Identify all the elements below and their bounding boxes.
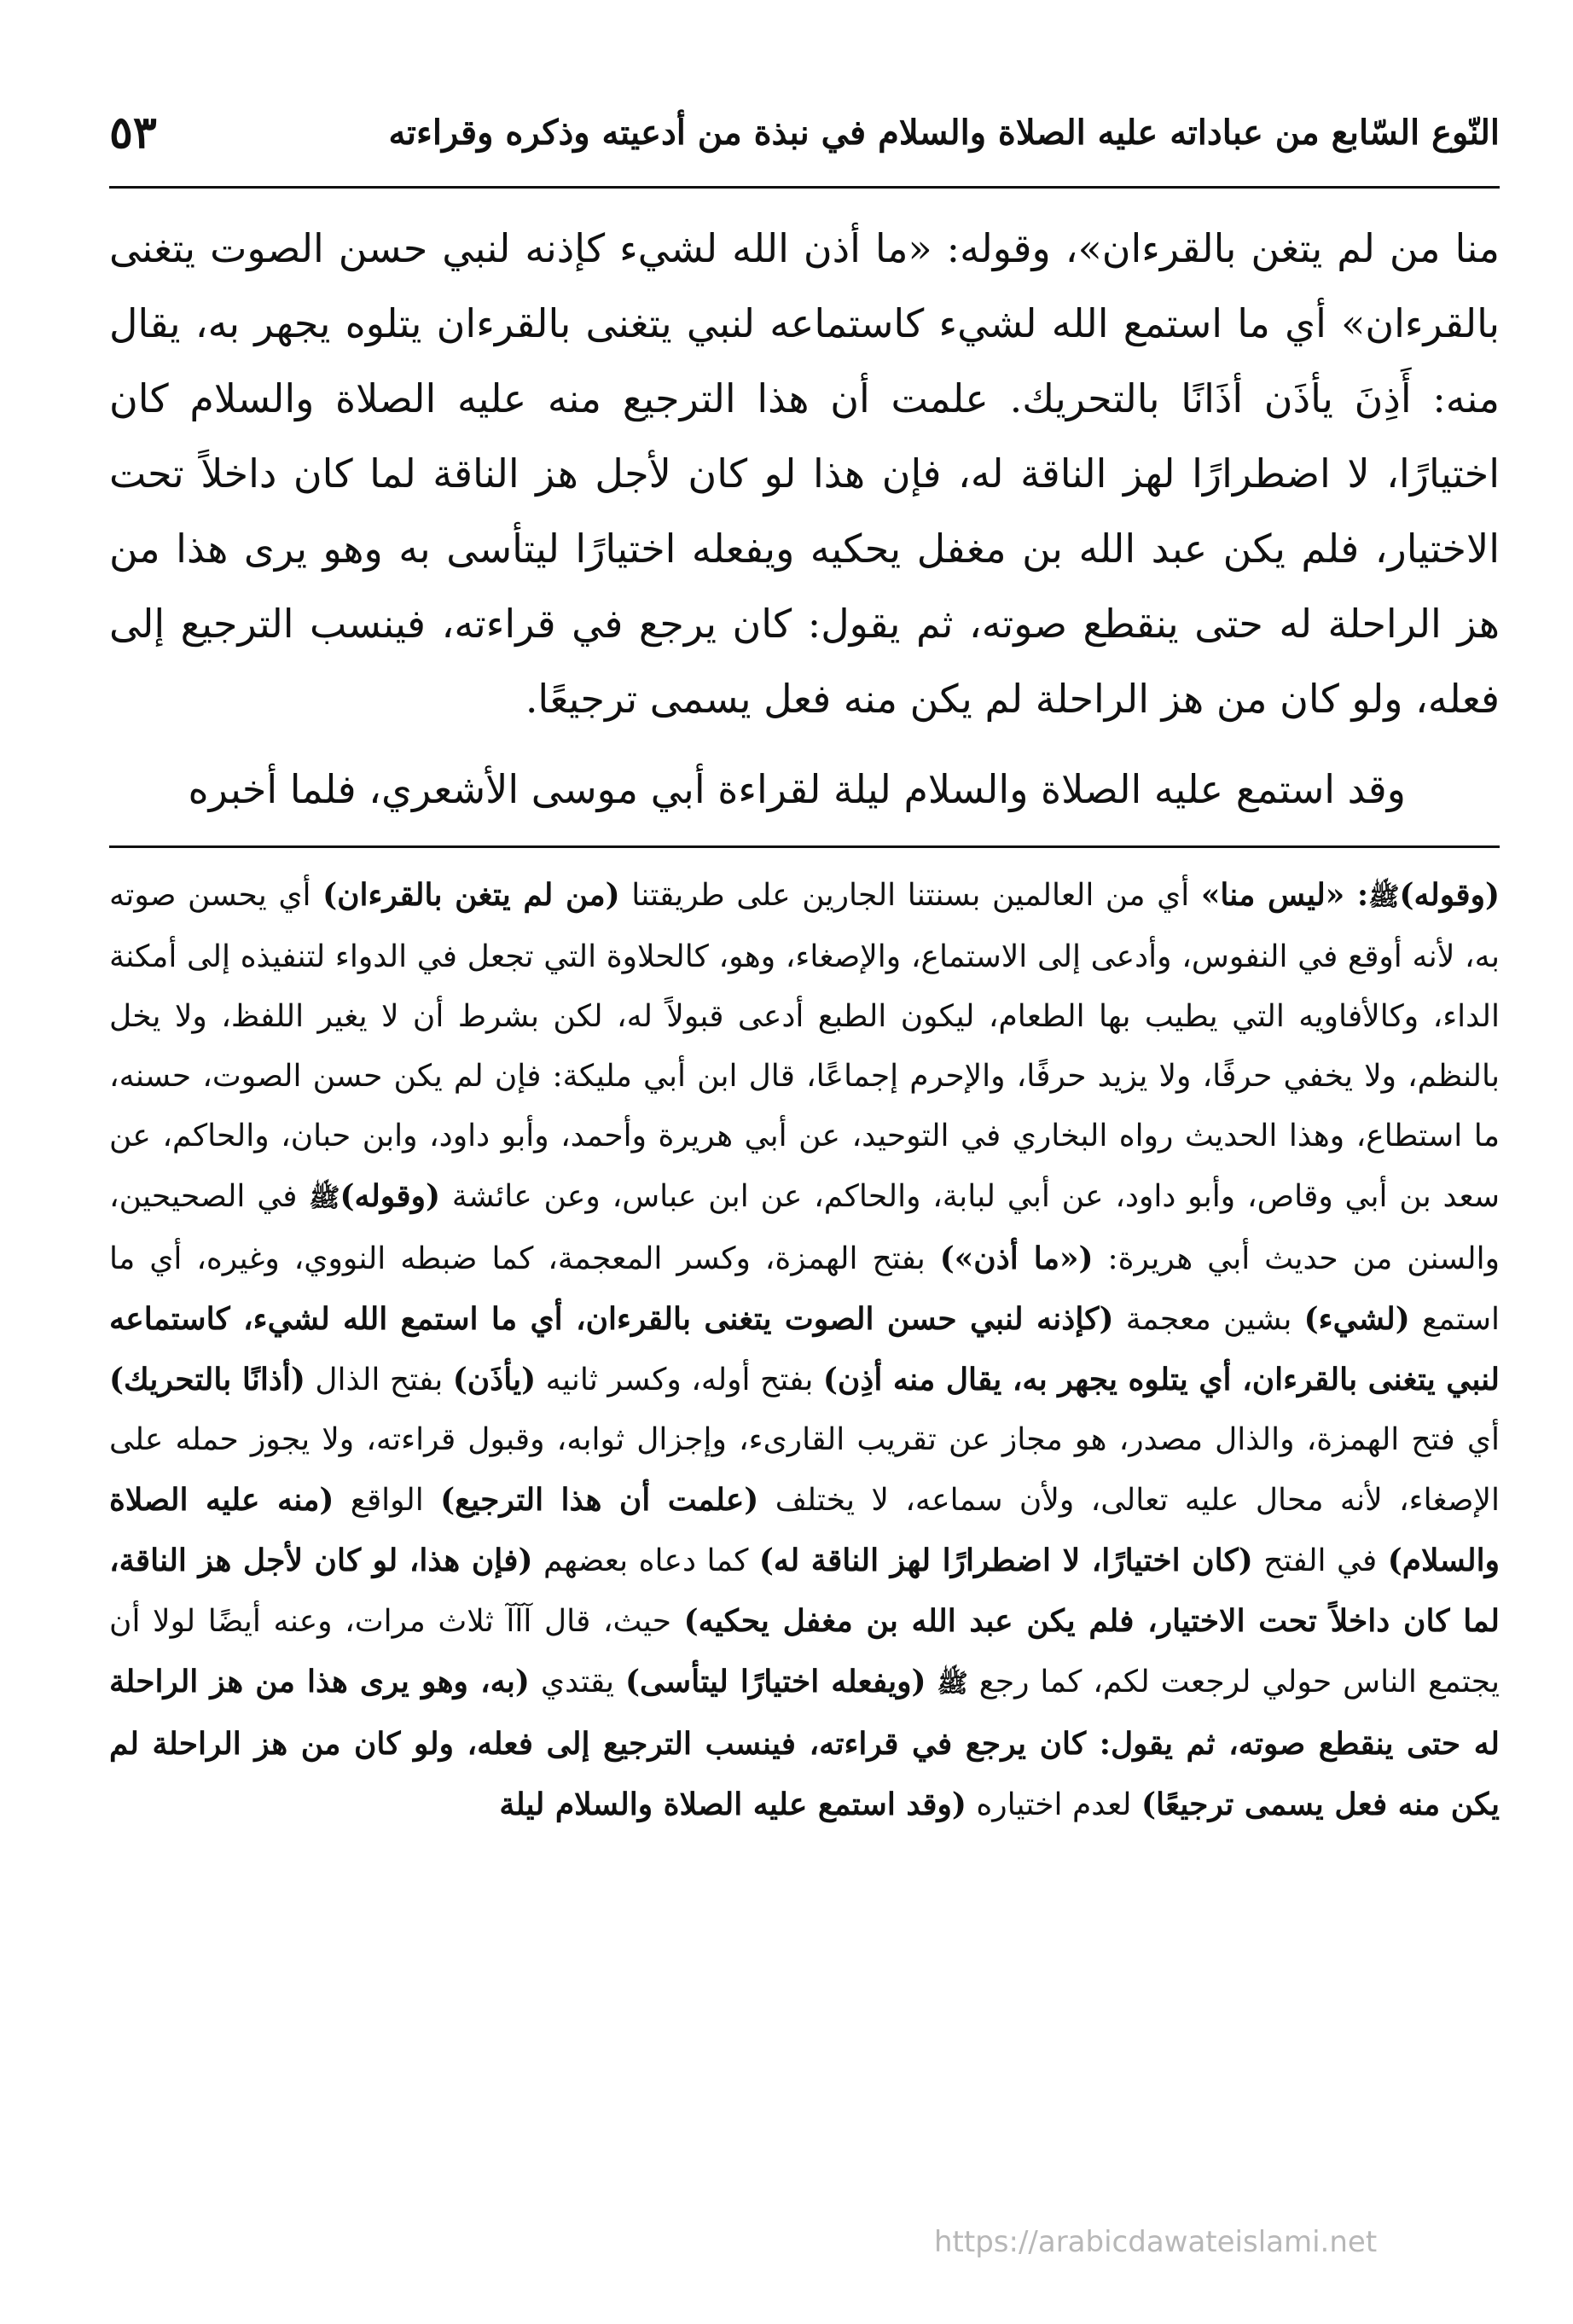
commentary-bold: (يأذَن)	[452, 1362, 537, 1397]
footnote-divider	[109, 845, 1500, 848]
main-text	[109, 211, 1500, 827]
watermark-url: https://arabicdawateislami.net	[934, 2225, 1378, 2259]
commentary-span: بشين معجمة	[1113, 1302, 1304, 1337]
commentary-span: بفتح الذال	[305, 1362, 453, 1397]
commentary-bold: : «ليس منا»	[1200, 877, 1369, 913]
commentary-span: كما دعاه بعضهم	[532, 1543, 759, 1578]
commentary-bold: («ما أذن»)	[939, 1240, 1094, 1276]
header-divider	[109, 186, 1500, 189]
commentary-span: أي يحسن صوته به، لأنه أوقع في النفوس، وأدعى إلى الاستماع، والإصغاء، وهو، كالحلاوة التي تجعل في الدواء لتنفيذه إلى أمكنة الداء، وكالأفاويه التي يطيب بها الطعام، ليكون الطبع أدعى قبولاً له، لكن بشرط أن لا يغير اللفظ، ولا يخل بالنظم، ولا يخفي حرفًا، ولا يزيد حرفًا، والإحرم إجماعًا، قال ابن أبي مليكة: فإن لم يكن حسن الصوت، حسنه، ما استطاع، وهذا الحديث رواه البخاري في التوحيد، عن أبي هريرة وأحمد، وأبو داود، وابن حبان، والحاكم، عن سعد بن أبي وقاص، وأبو داود، عن أبي لبابة، والحاكم، عن ابن عباس، وعن عائشة	[109, 878, 1500, 1214]
commentary-span: حيث، قال آآآ ثلاث مرات، وعنه أيضًا لولا أن يجتمع الناس حولي لرجعت لكم، كما رجع	[109, 1604, 1500, 1699]
commentary-bold: (ويفعله اختيارًا ليتأسى)	[625, 1664, 926, 1699]
commentary-span: أي فتح الهمزة، والذال مصدر، هو مجاز عن تقريب القارىء، وإجزال ثوابه، وقبول قراءته، ولا يجوز حمله على الإصغاء، لأنه محال عليه تعالى، ولأن سماعه، لا يختلف	[109, 1422, 1500, 1518]
commentary-span: لعدم اختياره	[966, 1787, 1141, 1822]
running-title: النّوع السّابع من عباداته عليه الصلاة والسلام في نبذة من أدعيته وذكره وقراءته	[388, 112, 1500, 153]
commentary-bold: (وقوله)	[340, 1178, 441, 1214]
commentary-span: يقتدي	[529, 1665, 626, 1699]
commentary-span: في الصحيحين، والسنن من حديث أبي هريرة:	[109, 1179, 1500, 1276]
salawat-glyph: ﷺ	[1368, 882, 1400, 912]
commentary-span: أي من العالمين بسنتنا الجارين على طريقتنا	[619, 878, 1201, 913]
page-number: ٥٣	[109, 106, 157, 159]
commentary-span: بفتح الهمزة، وكسر المعجمة، كما ضبطه النووي، وغيره، أي ما استمع	[109, 1241, 1500, 1337]
commentary-bold: (وقد استمع عليه الصلاة والسلام ليلة	[499, 1787, 966, 1822]
commentary-text	[109, 865, 1500, 1835]
commentary-bold: (فإن هذا، لو كان لأجل هز الناقة، لما كان داخلاً تحت الاختيار، فلم يكن عبد الله بن مغفل يحكيه)	[109, 1543, 1500, 1639]
commentary-bold: (كان اختيارًا، لا اضطرارًا لهز الناقة له)	[758, 1543, 1253, 1578]
commentary-span: الواقع	[334, 1483, 441, 1518]
commentary-bold: (وقوله)	[1399, 877, 1500, 913]
book-page	[109, 94, 1500, 2278]
commentary-bold: (منه عليه الصلاة والسلام)	[109, 1482, 1500, 1578]
salawat-glyph: ﷺ	[937, 1669, 968, 1699]
page-header	[109, 94, 1500, 171]
commentary-bold: (علمت أن هذا الترجيع)	[440, 1482, 759, 1518]
commentary-bold: (أذانًا بالتحريك)	[109, 1362, 305, 1397]
commentary-bold: (لشيء)	[1303, 1301, 1410, 1337]
commentary-span: في الفتح	[1252, 1543, 1388, 1578]
main-paragraph: وقد استمع عليه الصلاة والسلام ليلة لقراءة أبي موسى الأشعري، فلما أخبره	[188, 766, 1406, 812]
commentary-bold: (كإذنه لنبي حسن الصوت يتغنى بالقرءان، أي ما استمع الله لشيء، كاستماعه لنبي يتغنى بالقرءان، أي يتلوه يجهر به، يقال منه أذِن)	[109, 1301, 1500, 1397]
commentary-span: بفتح أوله، وكسر ثانيه	[536, 1362, 823, 1397]
commentary-bold: (من لم يتغن بالقرءان)	[322, 877, 620, 913]
main-paragraph: منا من لم يتغن بالقرءان»، وقوله: «ما أذن الله لشيء كإذنه لنبي حسن الصوت يتغنى بالقرءان» أي ما استمع الله لشيء كاستماعه لنبي يتغنى بالقرءان يتلوه يجهر به، يقال منه: أَذِنَ يأذَن أذَانًا بالتحريك. علمت أن هذا الترجيع منه عليه الصلاة والسلام كان اختيارًا، لا اضطرارًا لهز الناقة له، فإن هذا لو كان لأجل هز الناقة لما كان داخلاً تحت الاختيار، فلم يكن عبد الله بن مغفل يحكيه ويفعله اختيارًا ليتأسى به وهو يرى هذا من هز الراحلة له حتى ينقطع صوته، ثم يقول: كان يرجع في قراءته، فينسب الترجيع إلى فعله، ولو كان من هز الراحلة لم يكن منه فعل يسمى ترجيعًا.	[109, 225, 1500, 722]
commentary-bold: (به، وهو يرى هذا من هز الراحلة له حتى ينقطع صوته، ثم يقول: كان يرجع في قراءته، فينسب الترجيع إلى فعله، ولو كان من هز الراحلة لم يكن منه فعل يسمى ترجيعًا)	[109, 1664, 1500, 1822]
salawat-glyph: ﷺ	[309, 1183, 340, 1213]
commentary-paragraph	[109, 865, 1500, 1835]
